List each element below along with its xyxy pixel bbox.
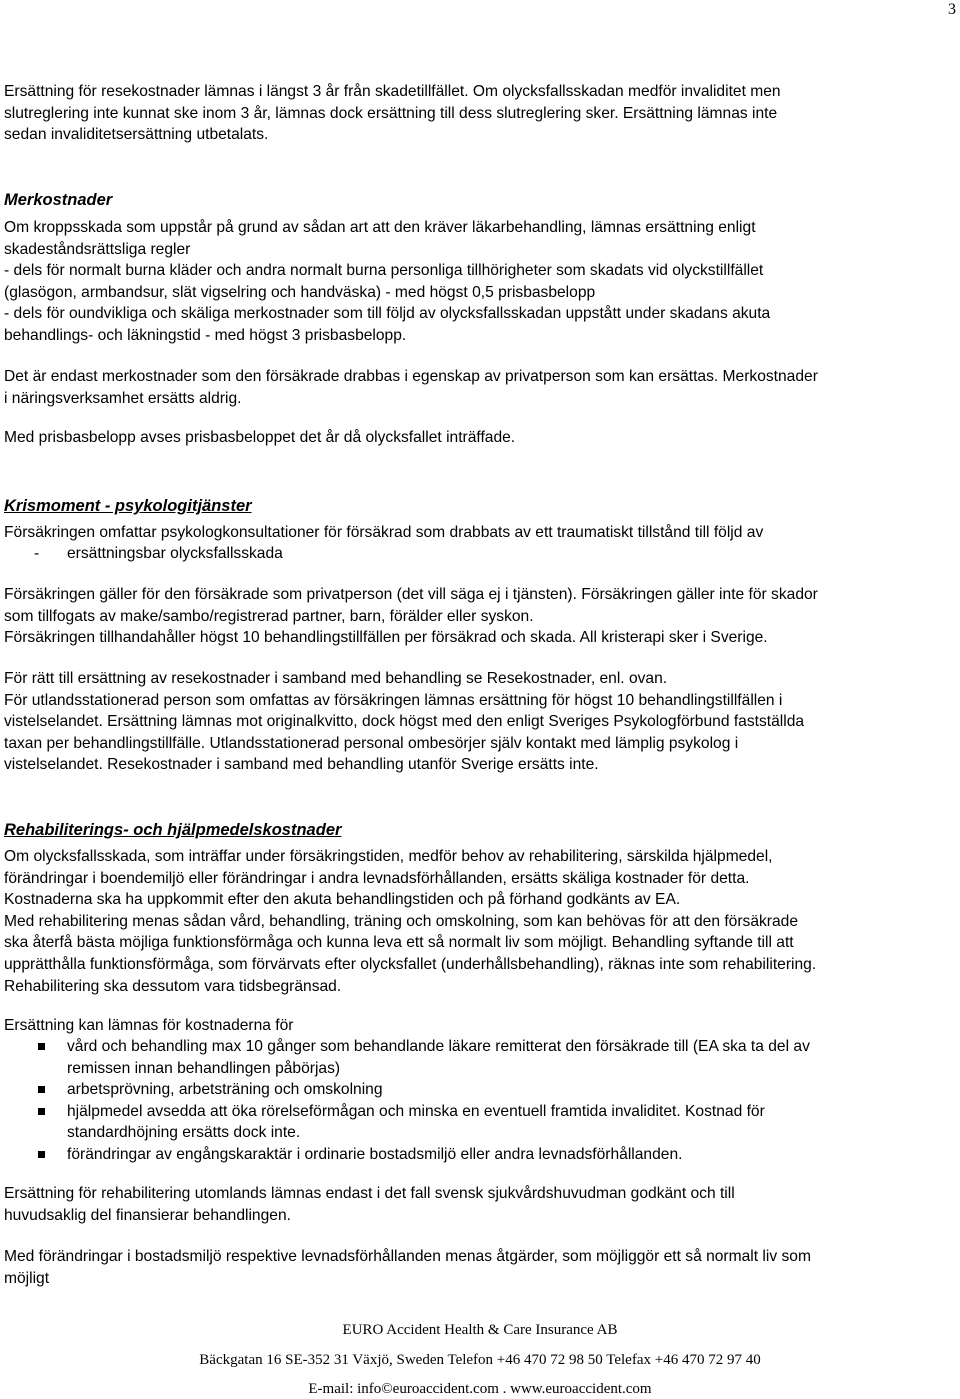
text-line: remissen innan behandlingen påbörjas) xyxy=(67,1059,341,1077)
list-item xyxy=(0,1144,958,1166)
dash-marker: - xyxy=(34,545,40,562)
rehab-paragraph-3 xyxy=(4,1246,958,1289)
text-line: Kostnaderna ska ha uppkommit efter den akuta behandlingstiden och på förhand godkänts av EA. xyxy=(4,891,681,909)
text-line: vård och behandling max 10 gånger som behandlande läkare remitterat den försäkrade till (EA ska ta del av xyxy=(67,1038,810,1055)
text-line: Det är endast merkostnader som den försäkrade drabbas i egenskap av privatperson som kan ersättas. Merkostnader xyxy=(4,368,818,385)
text-line: Med prisbasbelopp avses prisbasbeloppet det år då olycksfallet inträffade. xyxy=(4,429,516,446)
text-line: Med rehabilitering menas sådan vård, behandling, träning och omskolning, som kan behövas för att den försäkrade xyxy=(4,912,799,930)
footer-address: Bäckgatan 16 SE-352 31 Växjö, Sweden Telefon +46 470 72 98 50 Telefax +46 470 72 97 40 xyxy=(199,1352,761,1368)
section-heading-merkostnader: Merkostnader xyxy=(4,191,113,209)
text-line: vistelselandet. Ersättning lämnas mot originalkvitto, dock högst med den enligt Sveriges Psykologförbund fastställda xyxy=(4,713,805,731)
rehab-paragraph-2 xyxy=(4,1183,958,1226)
text-line: skadeståndsrättsliga regler xyxy=(4,240,191,258)
square-bullet-icon xyxy=(38,1043,45,1050)
text-line: som tillfogats av make/sambo/registrerad partner, barn, förälder eller syskon. xyxy=(4,607,534,625)
text-line: hjälpmedel avsedda att öka rörelseförmågan och minska en eventuell framtida invaliditet. Kostnad för xyxy=(67,1102,765,1120)
square-bullet-icon xyxy=(38,1151,45,1158)
text-line: Om kroppsskada som uppstår på grund av sådan art att den kräver läkarbehandling, lämnas ersättning enligt xyxy=(4,219,756,236)
rehab-paragraph-1 xyxy=(4,846,958,997)
list-item xyxy=(0,1036,958,1079)
text-line: vistelselandet. Resekostnader i samband med behandling utanför Sverige ersätts inte. xyxy=(4,756,599,774)
text-line: Försäkringen tillhandahåller högst 10 behandlingstillfällen per försäkrad och skada. All kristerapi sker i Sverige. xyxy=(4,629,768,647)
text-line: standardhöjning ersätts dock inte. xyxy=(67,1124,301,1142)
text-line: (glasögon, armbandsur, slät vigselring och handväska) - med högst 0,5 prisbasbelopp xyxy=(4,283,596,301)
rehab-list-intro xyxy=(4,1015,958,1037)
merkostnader-paragraph-2 xyxy=(4,366,958,409)
list-item xyxy=(0,1101,958,1144)
text-line: förändringar i boendemiljö eller förändringar i andra levnadsförhållanden, ersätts skäliga kostnader för detta. xyxy=(4,869,750,887)
section-heading-krismoment: Krismoment - psykologitjänster xyxy=(4,497,252,515)
page-number: 3 xyxy=(948,1,956,18)
text-line: möjligt xyxy=(4,1269,50,1287)
rehab-bullet-list xyxy=(0,1036,958,1166)
krismoment-paragraph-1 xyxy=(4,522,958,544)
text-line: Rehabilitering ska dessutom vara tidsbegränsad. xyxy=(4,977,342,995)
text-line: huvudsaklig del finansierar behandlingen. xyxy=(4,1206,291,1224)
text-line: - dels för oundvikliga och skäliga merkostnader som till följd av olycksfallsskadan uppstått under skadans akuta xyxy=(4,305,771,323)
text-line: förändringar av engångskaraktär i ordinarie bostadsmiljö eller andra levnadsförhållanden. xyxy=(67,1145,683,1163)
square-bullet-icon xyxy=(38,1086,45,1093)
text-line: Med förändringar i bostadsmiljö respektive levnadsförhållanden menas åtgärder, som möjliggör ett så normalt liv som xyxy=(4,1248,811,1265)
merkostnader-paragraph-1 xyxy=(4,217,958,347)
section-heading-rehabilitering: Rehabiliterings- och hjälpmedelskostnader xyxy=(4,821,342,839)
footer-contact: E-mail: info©euroaccident.com . www.euroaccident.com xyxy=(308,1381,652,1397)
text-line: slutreglering inte kunnat ske inom 3 år, lämnas dock ersättning till dess slutreglering sker. Ersättning lämnas inte xyxy=(4,104,778,122)
text-line: För utlandsstationerad person som omfattas av försäkringen lämnas ersättning för högst 10 behandlingstillfällen i xyxy=(4,691,783,709)
dash-item-text: ersättningsbar olycksfallsskada xyxy=(67,545,283,562)
text-line: sedan invaliditetsersättning utbetalats. xyxy=(4,126,269,144)
text-line: Försäkringen gäller för den försäkrade som privatperson (det vill säga ej i tjänsten). Försäkringen gäller inte för skador xyxy=(4,586,818,603)
text-line: - dels för normalt burna kläder och andra normalt burna personliga tillhörigheter som skadats vid olyckstillfället xyxy=(4,262,764,280)
krismoment-paragraph-3 xyxy=(4,668,958,776)
merkostnader-paragraph-3 xyxy=(4,427,958,449)
text-line: Ersättning för resekostnader lämnas i längst 3 år från skadetillfället. Om olycksfallsskadan medför invaliditet men xyxy=(4,83,781,100)
text-line: i näringsverksamhet ersätts aldrig. xyxy=(4,389,242,407)
text-line: Om olycksfallsskada, som inträffar under försäkringstiden, medför behov av rehabilitering, särskilda hjälpmedel, xyxy=(4,848,773,865)
text-line: behandlings- och läkningstid - med högst 3 prisbasbelopp. xyxy=(4,326,407,344)
text-line: Ersättning kan lämnas för kostnaderna för xyxy=(4,1017,294,1034)
text-line: Försäkringen omfattar psykologkonsultationer för försäkrad som drabbats av ett traumatiskt tillstånd till följd av xyxy=(4,524,764,541)
square-bullet-icon xyxy=(38,1108,45,1115)
text-line: Ersättning för rehabilitering utomlands lämnas endast i det fall svensk sjukvårdshuvudman godkänt och till xyxy=(4,1185,735,1202)
krismoment-paragraph-2 xyxy=(4,584,958,649)
text-line: taxan per behandlingstillfälle. Utlandsstationerad personal ombesörjer själv kontakt med lämplig psykolog i xyxy=(4,734,739,752)
text-line: upprätthålla funktionsförmåga, som förvärvats efter olycksfallet (underhållsbehandling), räknas inte som rehabilitering. xyxy=(4,955,817,973)
footer-company: EURO Accident Health & Care Insurance AB xyxy=(342,1322,618,1338)
list-item xyxy=(0,1079,958,1101)
text-line: För rätt till ersättning av resekostnader i samband med behandling se Resekostnader, enl. ovan. xyxy=(4,670,668,687)
text-line: arbetsprövning, arbetsträning och omskolning xyxy=(67,1081,383,1099)
intro-paragraph xyxy=(4,81,958,146)
text-line: ska återfå bästa möjliga funktionsförmåga och kunna leva ett så normalt liv som möjligt. Behandling syftande till att xyxy=(4,934,794,952)
